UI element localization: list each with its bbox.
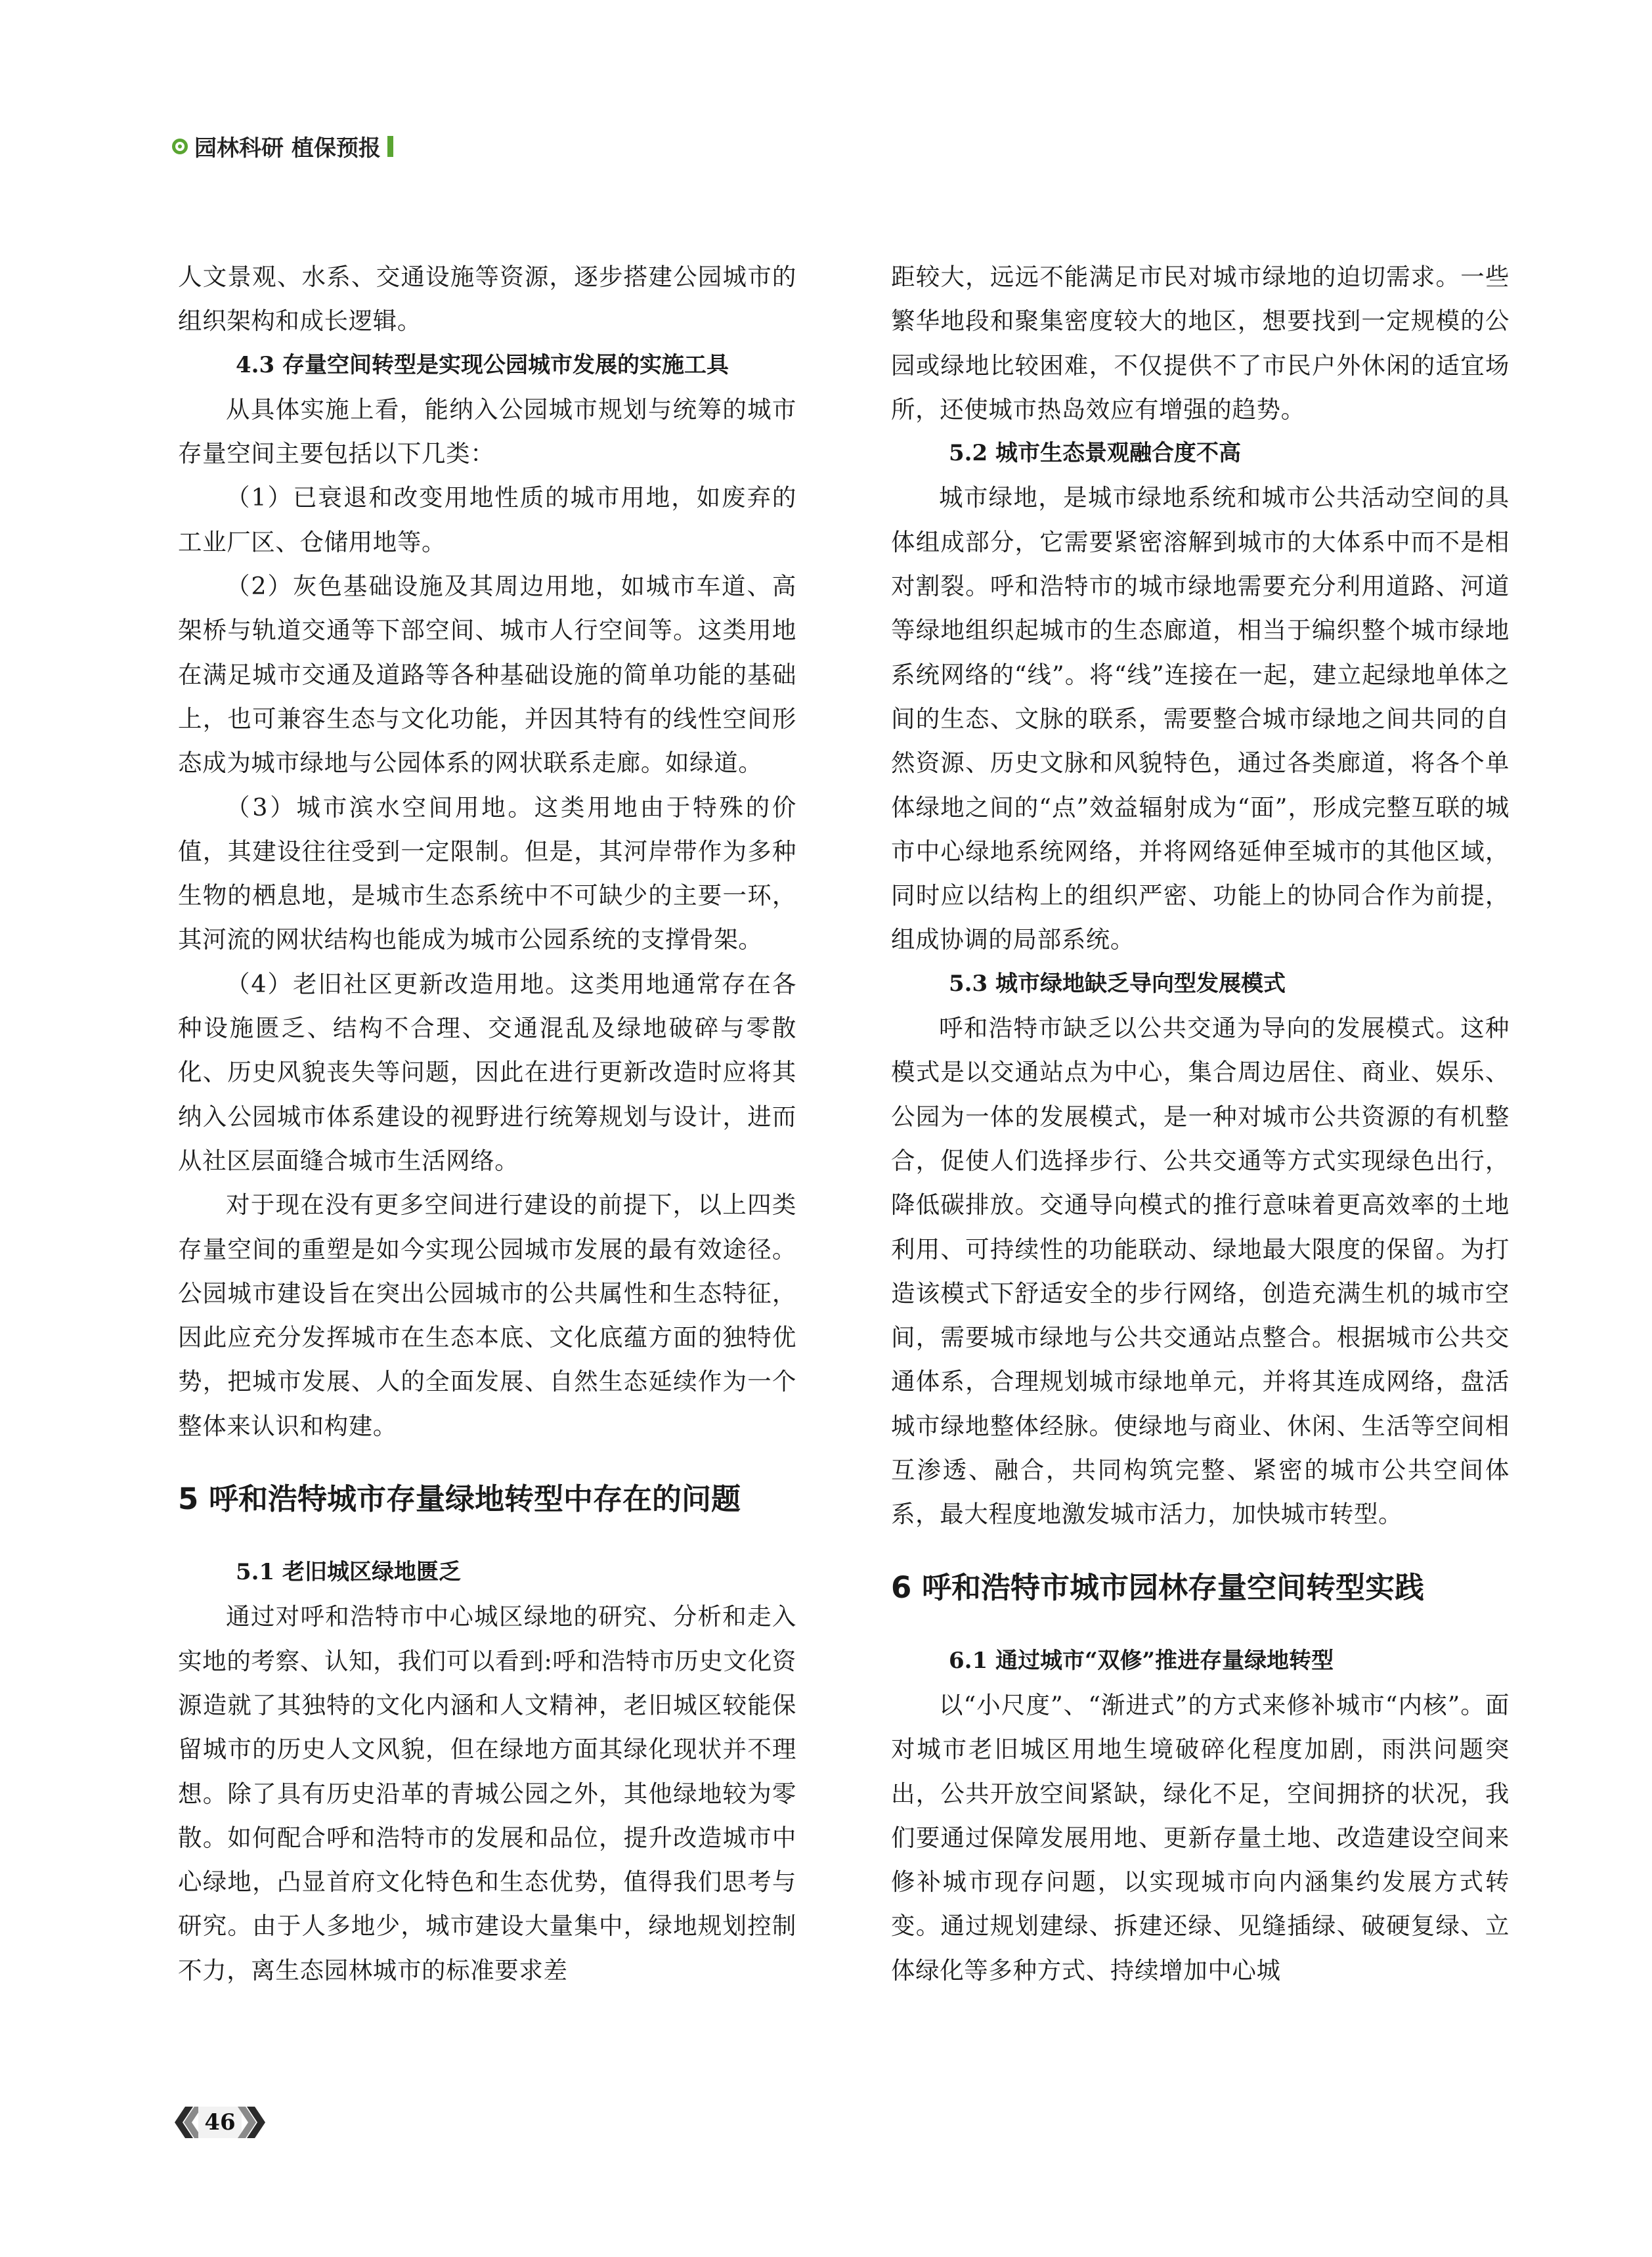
paragraph: 通过对呼和浩特市中心城区绿地的研究、分析和走入实地的考察、认知，我们可以看到:呼和浩特市历史文化资源造就了其独特的文化内涵和人文精神，老旧城区较能保留城市的历史人文风貌，但在绿地方面其绿化现状并不理想。除了具有历史沿革的青城公园之外，其他绿地较为零散。如何配合呼和浩特市的发展和品位，提升改造城市中心绿地，凸显首府文化特色和生态优势，值得我们思考与研究。由于人多地少，城市建设大量集中，绿地规划控制不力，离生态园林城市的标准要求差 — [178, 1602, 796, 1984]
green-bar-icon — [387, 136, 393, 157]
subsection-heading: 6.1 通过城市“双修”推进存量绿地转型 — [949, 1647, 1334, 1674]
subsection-heading: 5.2 城市生态景观融合度不高 — [949, 440, 1241, 467]
section-heading: 5 呼和浩特城市存量绿地转型中存在的问题 — [178, 1481, 741, 1517]
paragraph: （3）城市滨水空间用地。这类用地由于特殊的价值，其建设往往受到一定限制。但是，其河岸带作为多种生物的栖息地，是城市生态系统中不可缺少的主要一环，其河流的网状结构也能成为城市公园系统的支撑骨架。 — [178, 793, 796, 954]
paragraph: 以“小尺度”、“渐进式”的方式来修补城市“内核”。面对城市老旧城区用地生境破碎化程度加剧，雨洪问题突出，公共开放空间紧缺，绿化不足，空间拥挤的状况，我们要通过保障发展用地、更新存量土地、改造建设空间来修补城市现存问题，以实现城市向内涵集约发展方式转变。通过规划建绿、拆建还绿、见缝插绿、破硬复绿、立体绿化等多种方式、持续增加中心城 — [891, 1690, 1510, 1984]
paragraph: 城市绿地，是城市绿地系统和城市公共活动空间的具体组成部分，它需要紧密溶解到城市的大体系中而不是相对割裂。呼和浩特市的城市绿地需要充分利用道路、河道等绿地组织起城市的生态廊道，相当于编织整个城市绿地系统网络的“线”。将“线”连接在一起，建立起绿地单体之间的生态、文脉的联系，需要整合城市绿地之间共同的自然资源、历史文脉和风貌特色，通过各类廊道，将各个单体绿地之间的“点”效益辐射成为“面”，形成完整互联的城市中心绿地系统网络，并将网络延伸至城市的其他区域，同时应以结构上的组织严密、功能上的协同合作为前提，组成协调的局部系统。 — [891, 483, 1510, 954]
paragraph: 从具体实施上看，能纳入公园城市规划与统筹的城市存量空间主要包括以下几类： — [178, 395, 796, 468]
subsection-heading: 5.3 城市绿地缺乏导向型发展模式 — [949, 970, 1286, 997]
left-column — [178, 255, 796, 1992]
paragraph: 对于现在没有更多空间进行建设的前提下，以上四类存量空间的重塑是如今实现公园城市发展的最有效途径。公园城市建设旨在突出公园城市的公共属性和生态特征，因此应充分发挥城市在生态本底、文化底蕴方面的独特优势，把城市发展、人的全面发展、自然生态延续作为一个整体来认识和构建。 — [178, 1191, 796, 1440]
right-column — [891, 255, 1510, 1992]
ring-logo-icon — [172, 139, 188, 154]
journal-section-title: 园林科研 植保预报 — [194, 135, 381, 162]
page-number-badge — [175, 2104, 265, 2141]
paragraph: （4）老旧社区更新改造用地。这类用地通常存在各种设施匮乏、结构不合理、交通混乱及绿地破碎与零散化、历史风貌丧失等问题，因此在进行更新改造时应将其纳入公园城市体系建设的视野进行统筹规划与设计，进而从社区层面缝合城市生活网络。 — [178, 969, 796, 1175]
subsection-heading: 5.1 老旧城区绿地匮乏 — [236, 1559, 461, 1586]
subsection-heading: 4.3 存量空间转型是实现公园城市发展的实施工具 — [236, 351, 729, 378]
paragraph: 呼和浩特市缺乏以公共交通为导向的发展模式。这种模式是以交通站点为中心，集合周边居住、商业、娱乐、公园为一体的发展模式，是一种对城市公共资源的有机整合，促使人们选择步行、公共交通等方式实现绿色出行，降低碳排放。交通导向模式的推行意味着更高效率的土地利用、可持续性的功能联动、绿地最大限度的保留。为打造该模式下舒适安全的步行网络，创造充满生机的城市空间，需要城市绿地与公共交通站点整合。根据城市公共交通体系，合理规划城市绿地单元，并将其连成网络，盘活城市绿地整体经脉。使绿地与商业、休闲、生活等空间相互渗透、融合，共同构筑完整、紧密的城市公共空间体系，最大程度地激发城市活力，加快城市转型。 — [891, 1014, 1510, 1529]
page-number: 46 — [204, 2109, 236, 2136]
paragraph: 距较大，远远不能满足市民对城市绿地的迫切需求。一些繁华地段和聚集密度较大的地区，想要找到一定规模的公园或绿地比较困难，不仅提供不了市民户外休闲的适宜场所，还使城市热岛效应有增强的趋势。 — [891, 263, 1510, 424]
paragraph: 人文景观、水系、交通设施等资源，逐步搭建公园城市的组织架构和成长逻辑。 — [178, 263, 796, 336]
paragraph: （2）灰色基础设施及其周边用地，如城市车道、高架桥与轨道交通等下部空间、城市人行空间等。这类用地在满足城市交通及道路等各种基础设施的简单功能的基础上，也可兼容生态与文化功能，并因其特有的线性空间形态成为城市绿地与公园体系的网状联系走廊。如绿道。 — [178, 572, 796, 778]
journal-header — [172, 130, 393, 162]
section-heading: 6 呼和浩特市城市园林存量空间转型实践 — [891, 1569, 1424, 1605]
paragraph: （1）已衰退和改变用地性质的城市用地，如废弃的工业厂区、仓储用地等。 — [178, 483, 796, 556]
